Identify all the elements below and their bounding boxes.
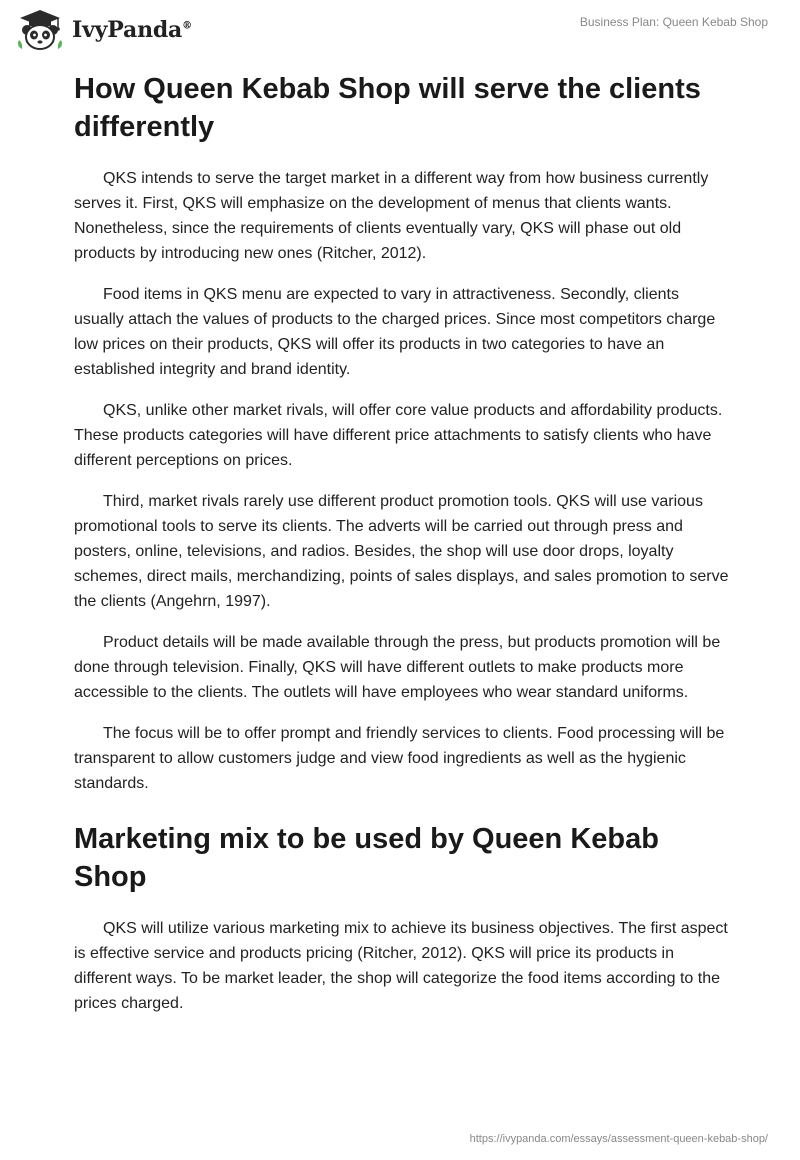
- paragraph: QKS intends to serve the target market in a different way from how business currently serves it. First, QKS will emphasize on the development of menus that clients wants. Nonetheless, since the requirements of clients eventually vary, QKS will phase out old products by introducing new ones (Ritcher, 2012).: [74, 170, 709, 262]
- paragraph: Product details will be made available through the press, but products promotion will be done through television. Finally, QKS will have different outlets to make products more accessible to the clients. The outlets will have employees who wear standard uniforms.: [74, 634, 721, 701]
- paragraph: QKS, unlike other market rivals, will offer core value products and affordability products. These products categories will have different price attachments to satisfy clients who have different perceptions on prices.: [74, 402, 723, 469]
- paragraph: The focus will be to offer prompt and friendly services to clients. Food processing will be transparent to allow customers judge and view food ingredients as well as the hygienic standards.: [74, 725, 725, 792]
- section-heading: How Queen Kebab Shop will serve the clients differently: [74, 73, 701, 143]
- section-heading: Marketing mix to be used by Queen Kebab Shop: [74, 823, 659, 893]
- paragraph: Third, market rivals rarely use different product promotion tools. QKS will use various promotional tools to serve its clients. The adverts will be carried out through press and posters, online, televisions, and radios. Besides, the shop will use door drops, loyalty schemes, direct mails, merchandizing, points of sales displays, and sales promotion to serve the clients (Angehrn, 1997).: [74, 493, 729, 610]
- document-title: Business Plan: Queen Kebab Shop: [579, 15, 768, 29]
- page-header: [0, 0, 800, 60]
- brand-name: IvyPanda®: [72, 17, 192, 43]
- paragraph: QKS will utilize various marketing mix to achieve its business objectives. The first aspect is effective service and products pricing (Ritcher, 2012). QKS will price its products in different ways. To be market leader, the shop will categorize the food items according to the prices charged.: [74, 920, 728, 1012]
- panda-logo-icon: [16, 8, 64, 52]
- source-url-link[interactable]: https://ivypanda.com/essays/assessment-queen-kebab-shop/: [469, 1133, 768, 1145]
- ivypanda-logo[interactable]: [16, 8, 192, 52]
- article-body: [74, 70, 730, 1016]
- paragraph: Food items in QKS menu are expected to vary in attractiveness. Secondly, clients usually attach the values of products to the charged prices. Since most competitors charge low prices on their products, QKS will offer its products in two categories to have an established integrity and brand identity.: [74, 286, 716, 378]
